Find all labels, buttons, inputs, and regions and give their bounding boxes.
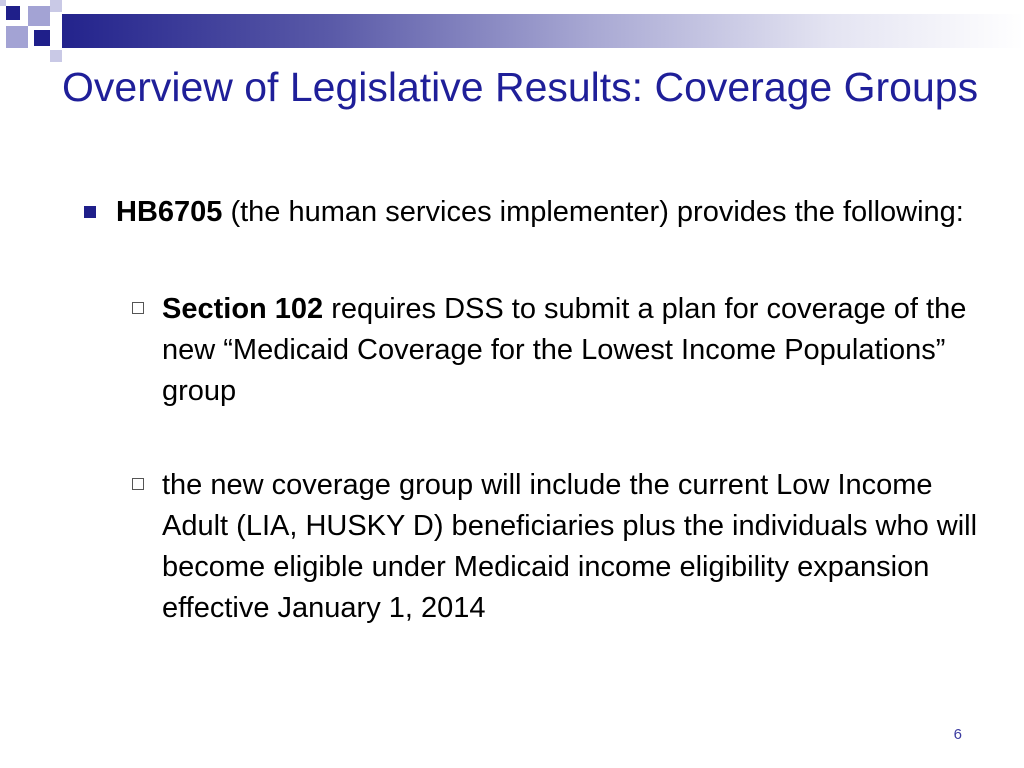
sub-bullet-list <box>126 289 980 629</box>
decor-square-pale-left <box>0 0 6 6</box>
decor-square-pale-bottom <box>50 50 62 62</box>
sub-bullet-text: the new coverage group will include the current Low Income Adult (LIA, HUSKY D) beneficiaries plus the individuals who will become eligible under Medicaid income eligibility expansion effective January 1, 2014 <box>162 469 978 624</box>
sub-bullet-text: requires DSS to submit a plan for coverage of the new “Medicaid Coverage for the Lowest Income Populations” group <box>162 293 967 407</box>
decor-square-navy-center <box>34 30 50 46</box>
bullet-hb6705 <box>80 192 980 233</box>
bullet-text: (the human services implementer) provides the following: <box>222 196 964 228</box>
slide-title: Overview of Legislative Results: Coverage Groups <box>62 64 979 110</box>
square-bullet-icon <box>84 206 96 218</box>
sub-bullet-bold-text: Section 102 <box>162 293 324 325</box>
decor-square-lavender-left <box>6 26 28 48</box>
header-gradient-band <box>62 14 1024 48</box>
sub-bullet-section-102 <box>126 289 980 412</box>
decor-square-pale-top <box>50 0 62 12</box>
hollow-square-bullet-icon <box>132 478 144 490</box>
decor-square-lavender-top <box>28 6 50 26</box>
bullet-bold-text: HB6705 <box>116 196 223 228</box>
slide-body <box>80 192 980 682</box>
sub-bullet-new-coverage-group <box>126 465 980 629</box>
hollow-square-bullet-icon <box>132 302 144 314</box>
slide-page-number: 6 <box>953 726 962 743</box>
decor-square-navy-top <box>6 6 20 20</box>
